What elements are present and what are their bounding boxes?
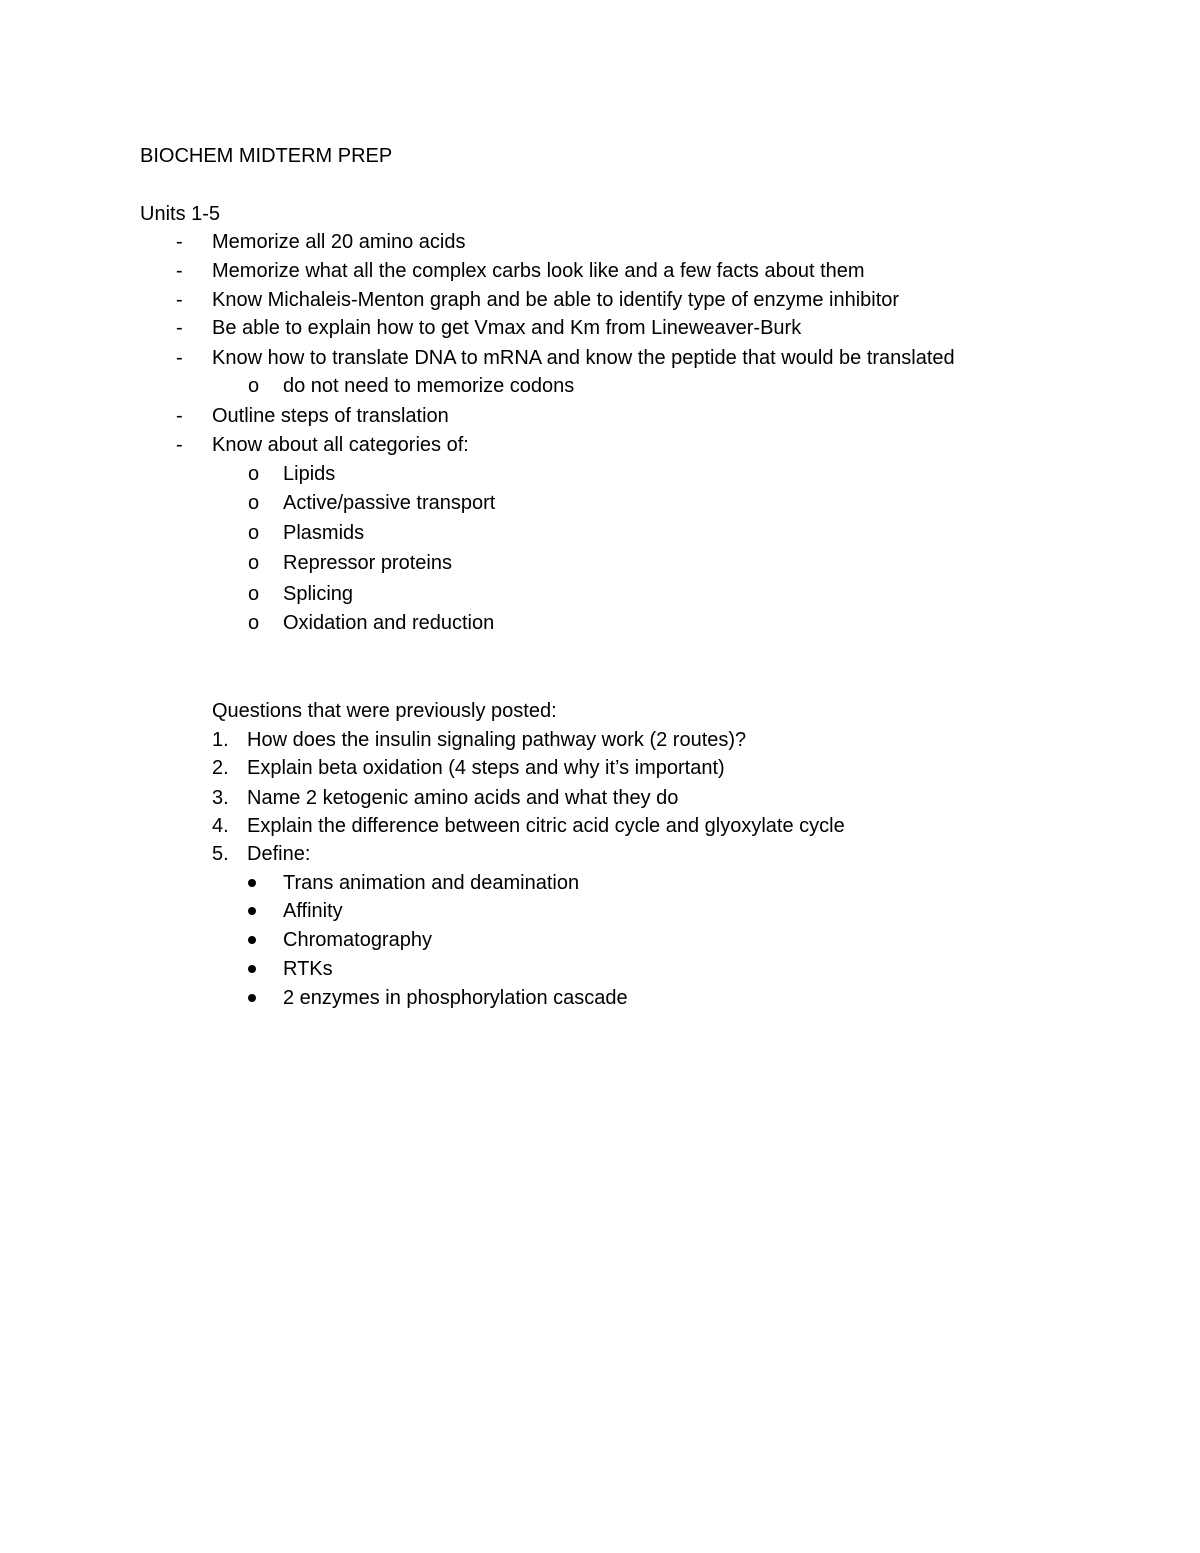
question-item: Explain the difference between citric acid cycle and glyoxylate cycle bbox=[247, 815, 845, 837]
document-title: BIOCHEM MIDTERM PREP bbox=[140, 145, 393, 167]
define-item: Trans animation and deamination bbox=[283, 872, 580, 894]
bullet-icon bbox=[248, 907, 256, 915]
define-item: 2 enzymes in phosphorylation cascade bbox=[283, 987, 628, 1009]
list-item: Know about all categories of: bbox=[212, 434, 469, 456]
dash-marker: - bbox=[176, 260, 183, 282]
sub-list-item: do not need to memorize codons bbox=[283, 375, 575, 397]
bullet-icon bbox=[248, 965, 256, 973]
list-item: Be able to explain how to get Vmax and Km from Lineweaver-Burk bbox=[212, 317, 802, 339]
define-item: Chromatography bbox=[283, 929, 432, 951]
dash-marker: - bbox=[176, 289, 183, 311]
circle-marker: o bbox=[248, 583, 260, 605]
circle-marker: o bbox=[248, 375, 260, 397]
list-item: Outline steps of translation bbox=[212, 405, 449, 427]
define-item: RTKs bbox=[283, 958, 333, 980]
circle-marker: o bbox=[248, 522, 260, 544]
question-item: Name 2 ketogenic amino acids and what they do bbox=[247, 787, 679, 809]
dash-marker: - bbox=[176, 405, 183, 427]
question-item: Explain beta oxidation (4 steps and why it’s important) bbox=[247, 757, 725, 779]
dash-marker: - bbox=[176, 347, 183, 369]
bullet-icon bbox=[248, 936, 256, 944]
circle-marker: o bbox=[248, 463, 260, 485]
question-number: 1. bbox=[212, 729, 229, 751]
bullet-icon bbox=[248, 994, 256, 1002]
dash-marker: - bbox=[176, 317, 183, 339]
question-number: 4. bbox=[212, 815, 229, 837]
question-number: 2. bbox=[212, 757, 229, 779]
dash-marker: - bbox=[176, 231, 183, 253]
question-item: How does the insulin signaling pathway work (2 routes)? bbox=[247, 729, 747, 751]
sub-list-item: Lipids bbox=[283, 463, 336, 485]
questions-heading: Questions that were previously posted: bbox=[212, 700, 557, 722]
sub-list-item: Repressor proteins bbox=[283, 552, 452, 574]
question-number: 3. bbox=[212, 787, 229, 809]
list-item: Know how to translate DNA to mRNA and know the peptide that would be translated bbox=[212, 347, 955, 369]
question-number: 5. bbox=[212, 843, 229, 865]
sub-list-item: Oxidation and reduction bbox=[283, 612, 495, 634]
question-item: Define: bbox=[247, 843, 311, 865]
units-heading: Units 1-5 bbox=[140, 203, 221, 225]
circle-marker: o bbox=[248, 492, 260, 514]
sub-list-item: Active/passive transport bbox=[283, 492, 496, 514]
list-item: Memorize all 20 amino acids bbox=[212, 231, 466, 253]
sub-list-item: Plasmids bbox=[283, 522, 365, 544]
dash-marker: - bbox=[176, 434, 183, 456]
circle-marker: o bbox=[248, 612, 260, 634]
list-item: Know Michaleis-Menton graph and be able to identify type of enzyme inhibitor bbox=[212, 289, 900, 311]
sub-list-item: Splicing bbox=[283, 583, 354, 605]
bullet-icon bbox=[248, 879, 256, 887]
define-item: Affinity bbox=[283, 900, 343, 922]
list-item: Memorize what all the complex carbs look like and a few facts about them bbox=[212, 260, 865, 282]
circle-marker: o bbox=[248, 552, 260, 574]
